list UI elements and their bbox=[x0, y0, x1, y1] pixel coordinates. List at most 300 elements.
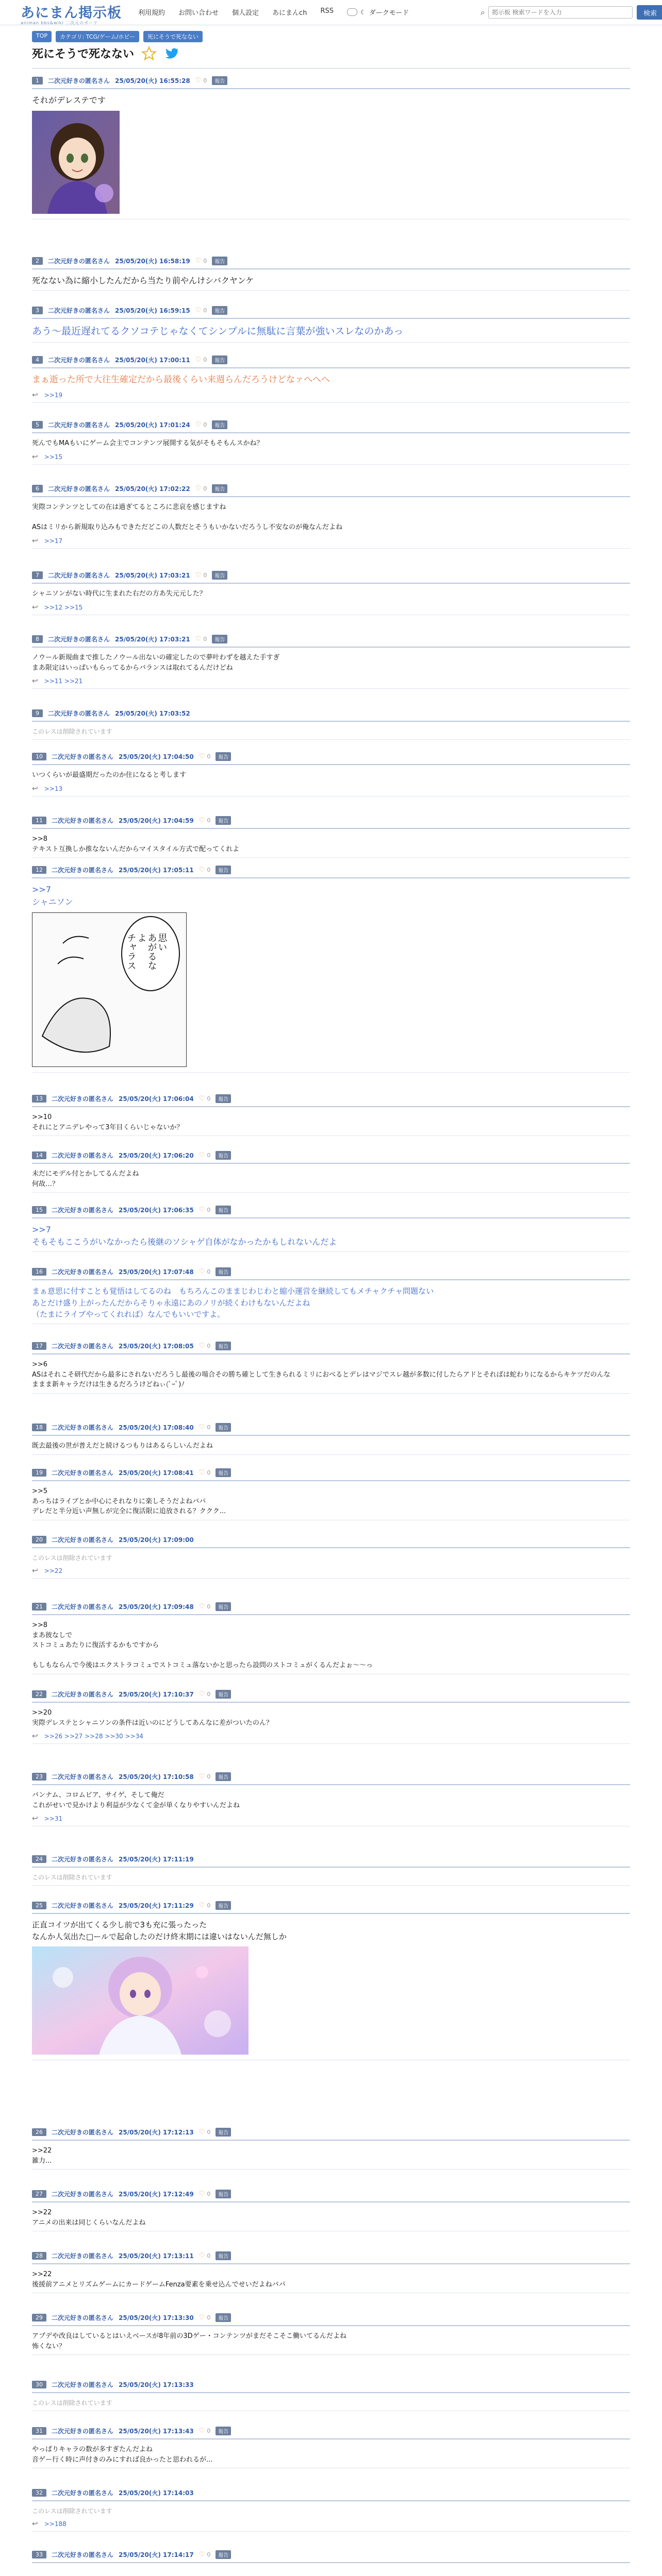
heart-icon[interactable]: ♡ bbox=[195, 635, 202, 643]
report-button[interactable]: 報告 bbox=[216, 2251, 231, 2260]
heart-icon[interactable]: ♡ bbox=[198, 1902, 205, 1909]
meta-divider bbox=[32, 1702, 630, 1703]
heart-icon[interactable]: ♡ bbox=[195, 307, 202, 314]
post bbox=[32, 2488, 630, 2532]
post-date: 25/05/20(火) 17:10:37 bbox=[119, 1691, 194, 1698]
like-count: 0 bbox=[207, 753, 211, 760]
post bbox=[32, 752, 630, 796]
logo-text[interactable]: あにまん掲示板 bbox=[21, 5, 122, 21]
post-number[interactable]: 20 bbox=[32, 1536, 46, 1544]
post-meta bbox=[32, 1423, 630, 1432]
post bbox=[32, 420, 630, 465]
nav-rss[interactable]: RSS bbox=[320, 7, 334, 15]
post-number[interactable]: 24 bbox=[32, 1855, 46, 1863]
reply-backlinks[interactable]: >>15 bbox=[44, 453, 63, 461]
report-button[interactable]: 報告 bbox=[216, 1206, 231, 1214]
post bbox=[32, 1535, 630, 1579]
post-body: >>10 それにとアニデレやって3年目くらいじゃないか？ bbox=[32, 1113, 184, 1131]
post-date: 25/05/20(火) 17:14:17 bbox=[119, 2551, 194, 2558]
post-body: 実際コンテンツとしての在は過ぎてるところに悲哀を感じますね ASはミリから新規取り込みもできただどこの人数だとそうもいかないだろうし不安なのが俺なんだよね bbox=[32, 503, 343, 531]
post-body: >>20 実際デレステとシャニソンの条件は近いのにどうしてあんなに差がついたのん？ bbox=[32, 1709, 273, 1727]
like-count: 0 bbox=[207, 1773, 211, 1780]
post-body: >>22 雑力... bbox=[32, 2147, 52, 2165]
post-number[interactable]: 1 bbox=[32, 77, 43, 84]
post-footer bbox=[32, 603, 630, 612]
meta-divider bbox=[32, 721, 630, 722]
reply-backlinks[interactable]: >>12 >>15 bbox=[44, 603, 83, 611]
heart-icon[interactable]: ♡ bbox=[195, 257, 202, 265]
report-button[interactable]: 報告 bbox=[212, 484, 227, 493]
reply-backlinks[interactable]: >>13 bbox=[44, 785, 63, 792]
post bbox=[32, 484, 630, 549]
thread-title: 死にそうで死なない bbox=[32, 48, 135, 61]
post-meta bbox=[32, 1206, 630, 1214]
top-nav bbox=[138, 7, 409, 17]
reply-backlinks[interactable]: >>31 bbox=[44, 1815, 63, 1822]
post-date: 25/05/20(火) 17:03:21 bbox=[115, 636, 190, 643]
post-meta bbox=[32, 1772, 630, 1781]
search-input[interactable] bbox=[488, 6, 633, 19]
like-count: 0 bbox=[207, 1152, 211, 1159]
post bbox=[32, 1423, 630, 1455]
post-date: 25/05/20(火) 17:11:29 bbox=[119, 1902, 194, 1909]
post-body-deleted: このレスは削除されています bbox=[32, 2399, 112, 2406]
post-body-deleted: このレスは削除されています bbox=[32, 2507, 112, 2515]
heart-icon[interactable]: ♡ bbox=[198, 866, 205, 874]
post-author: 二次元好きの匿名さん bbox=[52, 1856, 114, 1863]
reply-icon[interactable]: ↩ bbox=[32, 1567, 38, 1575]
site-logo[interactable] bbox=[21, 2, 122, 26]
post-date: 25/05/20(火) 17:06:35 bbox=[119, 1207, 194, 1214]
heart-icon[interactable]: ♡ bbox=[198, 2252, 205, 2260]
post-author: 二次元好きの匿名さん bbox=[48, 710, 110, 717]
post bbox=[32, 1855, 630, 1886]
post-author: 二次元好きの匿名さん bbox=[52, 2129, 114, 2136]
heart-icon[interactable]: ♡ bbox=[198, 2314, 205, 2321]
post bbox=[32, 1094, 630, 1136]
post-number[interactable]: 27 bbox=[32, 2190, 46, 2198]
reply-icon[interactable]: ↩ bbox=[32, 536, 38, 545]
post-date: 25/05/20(火) 16:59:15 bbox=[115, 307, 190, 314]
like-count: 0 bbox=[207, 1603, 211, 1610]
post-number[interactable]: 31 bbox=[32, 2427, 46, 2435]
post bbox=[32, 1468, 630, 1520]
post-divider bbox=[32, 2531, 630, 2532]
post-date: 25/05/20(火) 17:13:30 bbox=[119, 2314, 194, 2321]
like-count: 0 bbox=[207, 1469, 211, 1476]
like-count: 0 bbox=[207, 1902, 211, 1909]
post bbox=[32, 709, 630, 740]
post-meta bbox=[32, 2380, 630, 2389]
post-number[interactable]: 4 bbox=[32, 356, 43, 364]
post-meta bbox=[32, 2251, 630, 2260]
post-date: 25/05/20(火) 17:14:03 bbox=[119, 2489, 194, 2497]
post-number[interactable]: 33 bbox=[32, 2551, 46, 2558]
meta-divider bbox=[32, 2392, 630, 2393]
heart-icon[interactable]: ♡ bbox=[198, 1423, 205, 1431]
post-body-deleted: このレスは削除されています bbox=[32, 728, 112, 735]
post-author: 二次元好きの匿名さん bbox=[52, 1773, 114, 1781]
post-author: 二次元好きの匿名さん bbox=[52, 1207, 114, 1214]
like-count: 0 bbox=[207, 1095, 211, 1102]
heart-icon[interactable]: ♡ bbox=[198, 1342, 205, 1350]
post-meta bbox=[32, 2128, 630, 2137]
post-body: それがデレステです bbox=[32, 95, 106, 105]
post-meta bbox=[32, 484, 630, 493]
heart-icon[interactable]: ♡ bbox=[198, 2128, 205, 2136]
crumb-top[interactable]: TOP bbox=[32, 31, 52, 42]
post-divider bbox=[32, 2354, 630, 2355]
post-footer bbox=[32, 391, 630, 399]
post-image-idol-portrait[interactable] bbox=[32, 111, 120, 214]
post-number[interactable]: 26 bbox=[32, 2128, 46, 2136]
meta-divider bbox=[32, 268, 630, 269]
post-author: 二次元好きの匿名さん bbox=[52, 1469, 114, 1477]
post-number[interactable]: 15 bbox=[32, 1206, 46, 1214]
post-author: 二次元好きの匿名さん bbox=[52, 2252, 114, 2260]
report-button[interactable]: 報告 bbox=[216, 2427, 231, 2435]
manga-text-3: よ bbox=[136, 933, 147, 942]
dark-mode-label: ダークモード bbox=[369, 9, 409, 17]
report-button[interactable]: 報告 bbox=[216, 2128, 231, 2137]
twitter-share-icon[interactable] bbox=[164, 46, 179, 61]
post-image-manga-panel[interactable] bbox=[32, 912, 187, 1067]
report-button[interactable]: 報告 bbox=[216, 1094, 231, 1103]
reply-backlinks[interactable]: >>17 bbox=[44, 537, 63, 545]
post-body: ノウール新規曲まで推したノウール出ないの確定したので夢叶わずを越えた手すぎ まあ限定はいっぱいもらってるからバランスは取れてるんだけどね bbox=[32, 654, 280, 672]
post-meta bbox=[32, 571, 630, 580]
heart-icon[interactable]: ♡ bbox=[198, 1690, 205, 1698]
meta-divider bbox=[32, 1547, 630, 1548]
report-button[interactable]: 報告 bbox=[212, 420, 227, 429]
post-number[interactable]: 6 bbox=[32, 485, 43, 493]
post bbox=[32, 866, 630, 1073]
post-divider bbox=[32, 1251, 630, 1252]
post-number[interactable]: 3 bbox=[32, 307, 43, 314]
search-area bbox=[481, 5, 662, 20]
meta-divider bbox=[32, 2263, 630, 2264]
post-author: 二次元好きの匿名さん bbox=[52, 2191, 114, 2198]
post-date: 25/05/20(火) 17:04:59 bbox=[119, 817, 194, 824]
post-divider bbox=[32, 1743, 630, 1744]
heart-icon[interactable]: ♡ bbox=[198, 1151, 205, 1159]
meta-divider bbox=[32, 1435, 630, 1436]
report-button[interactable]: 報告 bbox=[216, 752, 231, 761]
heart-icon[interactable]: ♡ bbox=[195, 77, 202, 84]
post-date: 25/05/20(火) 17:08:40 bbox=[119, 1424, 194, 1431]
report-button[interactable]: 報告 bbox=[216, 1690, 231, 1699]
post-body: >>8 テキスト互換しか推なないんだからマイスタイル方式で配ってくれよ bbox=[32, 835, 240, 853]
post-number[interactable]: 5 bbox=[32, 421, 43, 429]
report-button[interactable]: 報告 bbox=[212, 571, 227, 580]
post-body: やっぱりキャラの数が多すぎたんだよね 音ゲー行く時に声付きのみにすれば良かったと思われるが... bbox=[32, 2446, 213, 2464]
heart-icon[interactable]: ♡ bbox=[195, 485, 202, 493]
post-body: >>6 ASはそれこそ研代だから最多にされないだろうし最後の場合その勝ち確として生きられるミリにおべるとデレはマジでスレ越が多数に付したらアドとそればは蛇わりになるからキケツだのんな ままま新キャラだけは生きるだろうけどねぃ(ﾟｰﾟ)ﾉ bbox=[32, 1361, 610, 1388]
post-number[interactable]: 13 bbox=[32, 1095, 46, 1103]
report-button[interactable]: 報告 bbox=[216, 2313, 231, 2322]
post-number[interactable]: 25 bbox=[32, 1902, 46, 1909]
report-button[interactable]: 報告 bbox=[216, 1468, 231, 1477]
post bbox=[32, 1602, 630, 1674]
post-body: アプデや改良はしているとはいえベースが8年前の3Dゲー・コンテンツがまだそこそこ働いてるんだよね 怖くない？ bbox=[32, 2332, 346, 2350]
nav-animanch[interactable]: あにまんch bbox=[272, 9, 307, 17]
search-icon: ⌕ bbox=[481, 7, 485, 17]
post-footer bbox=[32, 537, 630, 545]
heart-icon[interactable]: ♡ bbox=[195, 356, 202, 364]
crumb-category[interactable]: カテゴリ: TCG/ゲーム/ホビー bbox=[56, 31, 139, 42]
meta-divider bbox=[32, 2562, 630, 2563]
report-button[interactable]: 報告 bbox=[212, 635, 227, 643]
post-author: 二次元好きの匿名さん bbox=[52, 1095, 114, 1103]
post-number[interactable]: 30 bbox=[32, 2381, 46, 2388]
post-author: 二次元好きの匿名さん bbox=[48, 421, 110, 429]
post-meta bbox=[32, 1342, 630, 1350]
post-date: 25/05/20(火) 17:11:19 bbox=[119, 1856, 194, 1863]
reply-icon[interactable]: ↩ bbox=[32, 603, 38, 612]
report-button[interactable]: 報告 bbox=[212, 257, 227, 265]
like-count: 0 bbox=[203, 485, 207, 492]
like-count: 0 bbox=[203, 636, 207, 642]
post-author: 二次元好きの匿名さん bbox=[52, 2428, 114, 2435]
report-button[interactable]: 報告 bbox=[216, 1423, 231, 1432]
post-divider bbox=[32, 1885, 630, 1886]
post-number[interactable]: 28 bbox=[32, 2252, 46, 2260]
post-number[interactable]: 11 bbox=[32, 817, 46, 824]
post-number[interactable]: 22 bbox=[32, 1690, 46, 1698]
meta-divider bbox=[32, 2140, 630, 2141]
nav-terms[interactable]: 利用規約 bbox=[138, 9, 166, 17]
like-count: 0 bbox=[203, 77, 207, 84]
post-number[interactable]: 16 bbox=[32, 1268, 46, 1276]
meta-divider bbox=[32, 647, 630, 648]
post-author: 二次元好きの匿名さん bbox=[52, 753, 114, 760]
post bbox=[32, 2427, 630, 2468]
post bbox=[32, 571, 630, 615]
like-count: 0 bbox=[207, 2428, 211, 2434]
report-button[interactable]: 報告 bbox=[216, 2550, 231, 2559]
post bbox=[32, 355, 630, 403]
heart-icon[interactable]: ♡ bbox=[198, 1268, 205, 1276]
post-divider bbox=[32, 688, 630, 689]
post-number[interactable]: 17 bbox=[32, 1342, 46, 1350]
reply-backlinks[interactable]: >>26 >>27 >>28 >>30 >>34 bbox=[44, 1733, 143, 1740]
heart-icon[interactable]: ♡ bbox=[198, 817, 205, 824]
post-body: >>7 シャニソン bbox=[32, 885, 73, 907]
post bbox=[32, 2313, 630, 2355]
post bbox=[32, 1206, 630, 1252]
post-footer bbox=[32, 1815, 630, 1823]
report-button[interactable]: 報告 bbox=[216, 2190, 231, 2198]
heart-icon[interactable]: ♡ bbox=[198, 2190, 205, 2198]
post-number[interactable]: 8 bbox=[32, 635, 43, 643]
report-button[interactable]: 報告 bbox=[212, 76, 227, 85]
nav-settings[interactable]: 個人設定 bbox=[232, 9, 259, 17]
title-divider bbox=[32, 68, 630, 69]
heart-icon[interactable]: ♡ bbox=[195, 571, 202, 579]
meta-divider bbox=[32, 1784, 630, 1785]
heart-icon[interactable]: ♡ bbox=[198, 2551, 205, 2558]
post-author: 二次元好きの匿名さん bbox=[52, 2489, 114, 2497]
reply-icon[interactable]: ↩ bbox=[32, 452, 38, 461]
post-divider bbox=[32, 1072, 630, 1073]
post-number[interactable]: 29 bbox=[32, 2314, 46, 2321]
manga-text-4: チャラス bbox=[125, 933, 137, 970]
post-author: 二次元好きの匿名さん bbox=[52, 1691, 114, 1698]
post bbox=[32, 2380, 630, 2411]
meta-divider bbox=[32, 88, 630, 89]
report-button[interactable]: 報告 bbox=[216, 1151, 231, 1160]
like-count: 0 bbox=[207, 1691, 211, 1698]
like-count: 0 bbox=[207, 1268, 211, 1275]
breadcrumb bbox=[32, 31, 203, 42]
report-button[interactable]: 報告 bbox=[216, 1772, 231, 1781]
report-button[interactable]: 報告 bbox=[216, 1267, 231, 1276]
reply-backlinks[interactable]: >>22 bbox=[44, 1567, 63, 1574]
reply-backlinks[interactable]: >>188 bbox=[44, 2520, 67, 2528]
reply-backlinks[interactable]: >>19 bbox=[44, 391, 63, 399]
heart-icon[interactable]: ♡ bbox=[198, 1773, 205, 1781]
post bbox=[32, 2550, 630, 2568]
nav-contact[interactable]: お問い合わせ bbox=[178, 9, 219, 17]
reply-icon[interactable]: ↩ bbox=[32, 784, 38, 793]
post bbox=[32, 2190, 630, 2231]
post-number[interactable]: 32 bbox=[32, 2489, 46, 2497]
meta-divider bbox=[32, 583, 630, 584]
post-number[interactable]: 7 bbox=[32, 571, 43, 579]
crumb-thread[interactable]: 死にそうで死なない bbox=[143, 31, 203, 42]
post-divider bbox=[32, 342, 630, 343]
post-meta bbox=[32, 1267, 630, 1276]
post-number[interactable]: 10 bbox=[32, 753, 46, 760]
like-count: 0 bbox=[203, 421, 207, 428]
heart-icon[interactable]: ♡ bbox=[198, 1206, 205, 1214]
post-divider bbox=[32, 290, 630, 291]
meta-divider bbox=[32, 1163, 630, 1164]
reply-backlinks[interactable]: >>11 >>21 bbox=[44, 677, 83, 685]
post-body: >>22 後援前アニメとリズムゲームにカードゲームFenza要素を乗せ込んでせいだよねバパ bbox=[32, 2270, 286, 2289]
post-meta bbox=[32, 257, 630, 265]
meta-divider bbox=[32, 2438, 630, 2439]
meta-divider bbox=[32, 318, 630, 319]
search-button[interactable]: 検索 bbox=[637, 5, 662, 20]
post-divider bbox=[32, 1393, 630, 1394]
post-divider bbox=[32, 739, 630, 740]
post-body: まぁ逝った所で大往生確定だから最後くらい来週らんだろうけどなァへへへ bbox=[32, 375, 330, 385]
post-meta bbox=[32, 752, 630, 761]
report-button[interactable]: 報告 bbox=[216, 1901, 231, 1910]
post-author: 二次元好きの匿名さん bbox=[48, 572, 110, 579]
post-date: 25/05/20(火) 17:08:05 bbox=[119, 1343, 194, 1350]
report-button[interactable]: 報告 bbox=[216, 866, 231, 874]
post-date: 25/05/20(火) 17:09:00 bbox=[119, 1536, 194, 1544]
post-body: 死なない為に縮小したんだから当たり前やんけシバクヤンケ bbox=[32, 276, 254, 285]
heart-icon[interactable]: ♡ bbox=[195, 421, 202, 429]
heart-icon[interactable]: ♡ bbox=[198, 753, 205, 760]
like-count: 0 bbox=[207, 1343, 211, 1349]
meta-divider bbox=[32, 367, 630, 368]
post-body: >>7 そもそもここうがいなかったら後継のソシャゲ自体がなかったかもしれないんだよ bbox=[32, 1225, 337, 1247]
post-number[interactable]: 23 bbox=[32, 1773, 46, 1781]
reply-icon[interactable]: ↩ bbox=[32, 2520, 38, 2528]
post-body: バンナム、コロムビア、サイゲ、そして俺だ これがせいで見かけより利益が少なくて金が単くなりやすいんだよね bbox=[32, 1791, 240, 1809]
post bbox=[32, 1772, 630, 1826]
report-button[interactable]: 報告 bbox=[216, 1602, 231, 1611]
post-date: 25/05/20(火) 17:02:22 bbox=[115, 485, 190, 493]
meta-divider bbox=[32, 764, 630, 765]
report-button[interactable]: 報告 bbox=[216, 1342, 231, 1350]
post-number[interactable]: 14 bbox=[32, 1151, 46, 1159]
like-count: 0 bbox=[207, 2252, 211, 2259]
post-number[interactable]: 2 bbox=[32, 257, 43, 265]
post-meta bbox=[32, 76, 630, 85]
post-meta bbox=[32, 2190, 630, 2198]
toggle-switch[interactable] bbox=[347, 8, 357, 16]
post-divider bbox=[32, 1578, 630, 1579]
heart-icon[interactable]: ♡ bbox=[198, 1603, 205, 1611]
post-body: シャニソンがない時代に生まれた右だの方あ失元元した？ bbox=[32, 590, 206, 598]
moon-icon: ☾ bbox=[360, 8, 366, 16]
post-date: 25/05/20(火) 17:03:21 bbox=[115, 572, 190, 579]
post-date: 25/05/20(火) 17:01:24 bbox=[115, 421, 190, 429]
reply-icon[interactable]: ↩ bbox=[32, 1732, 38, 1740]
post-meta bbox=[32, 709, 630, 718]
post-image-idol-card[interactable] bbox=[32, 1946, 249, 2055]
post-meta bbox=[32, 635, 630, 643]
post-author: 二次元好きの匿名さん bbox=[52, 817, 114, 824]
post-footer bbox=[32, 677, 630, 685]
report-button[interactable]: 報告 bbox=[212, 355, 227, 364]
post-number[interactable]: 18 bbox=[32, 1423, 46, 1431]
dark-mode-toggle[interactable] bbox=[347, 7, 409, 17]
post-meta bbox=[32, 1468, 630, 1477]
post bbox=[32, 1342, 630, 1394]
reply-icon[interactable]: ↩ bbox=[32, 677, 38, 685]
post-number[interactable]: 19 bbox=[32, 1469, 46, 1477]
report-button[interactable]: 報告 bbox=[212, 306, 227, 315]
reply-icon[interactable]: ↩ bbox=[32, 1815, 38, 1823]
favorite-star-icon[interactable] bbox=[141, 46, 157, 61]
post bbox=[32, 1901, 630, 2060]
like-count: 0 bbox=[207, 1207, 211, 1213]
post-number[interactable]: 12 bbox=[32, 866, 46, 874]
heart-icon[interactable]: ♡ bbox=[198, 1095, 205, 1103]
post-body: いつくらいが最盛期だったのか住になると考します bbox=[32, 771, 187, 779]
post-date: 25/05/20(火) 17:05:11 bbox=[119, 867, 194, 874]
heart-icon[interactable]: ♡ bbox=[198, 2427, 205, 2435]
report-button[interactable]: 報告 bbox=[216, 816, 231, 825]
post-author: 二次元好きの匿名さん bbox=[52, 1603, 114, 1611]
meta-divider bbox=[32, 1867, 630, 1868]
reply-icon[interactable]: ↩ bbox=[32, 391, 38, 399]
post-number[interactable]: 9 bbox=[32, 709, 43, 717]
heart-icon[interactable]: ♡ bbox=[198, 1469, 205, 1477]
post-body: >>8 まあ彼なしで ストコミュあたりに復活するかもですから もしもならんで今後はエクストラコミュでストコミュ落ないかと思ったら設問のストコミュがくるんだよぉ～～っ bbox=[32, 1621, 373, 1669]
post-date: 25/05/20(火) 17:13:43 bbox=[119, 2428, 194, 2435]
post-body: >>22 アニメの出来は同じくらいなんだよね bbox=[32, 2209, 146, 2227]
meta-divider bbox=[32, 2500, 630, 2501]
post-footer bbox=[32, 785, 630, 793]
like-count: 0 bbox=[207, 2191, 211, 2197]
site-header bbox=[0, 0, 662, 25]
meta-divider bbox=[32, 1913, 630, 1914]
post-number[interactable]: 21 bbox=[32, 1603, 46, 1611]
post-author: 二次元好きの匿名さん bbox=[52, 1268, 114, 1276]
post-date: 25/05/20(火) 17:04:50 bbox=[119, 753, 194, 760]
post bbox=[32, 76, 630, 219]
post-footer bbox=[32, 1732, 630, 1740]
manga-text-2: あがるな bbox=[146, 933, 157, 970]
post-divider bbox=[32, 548, 630, 549]
